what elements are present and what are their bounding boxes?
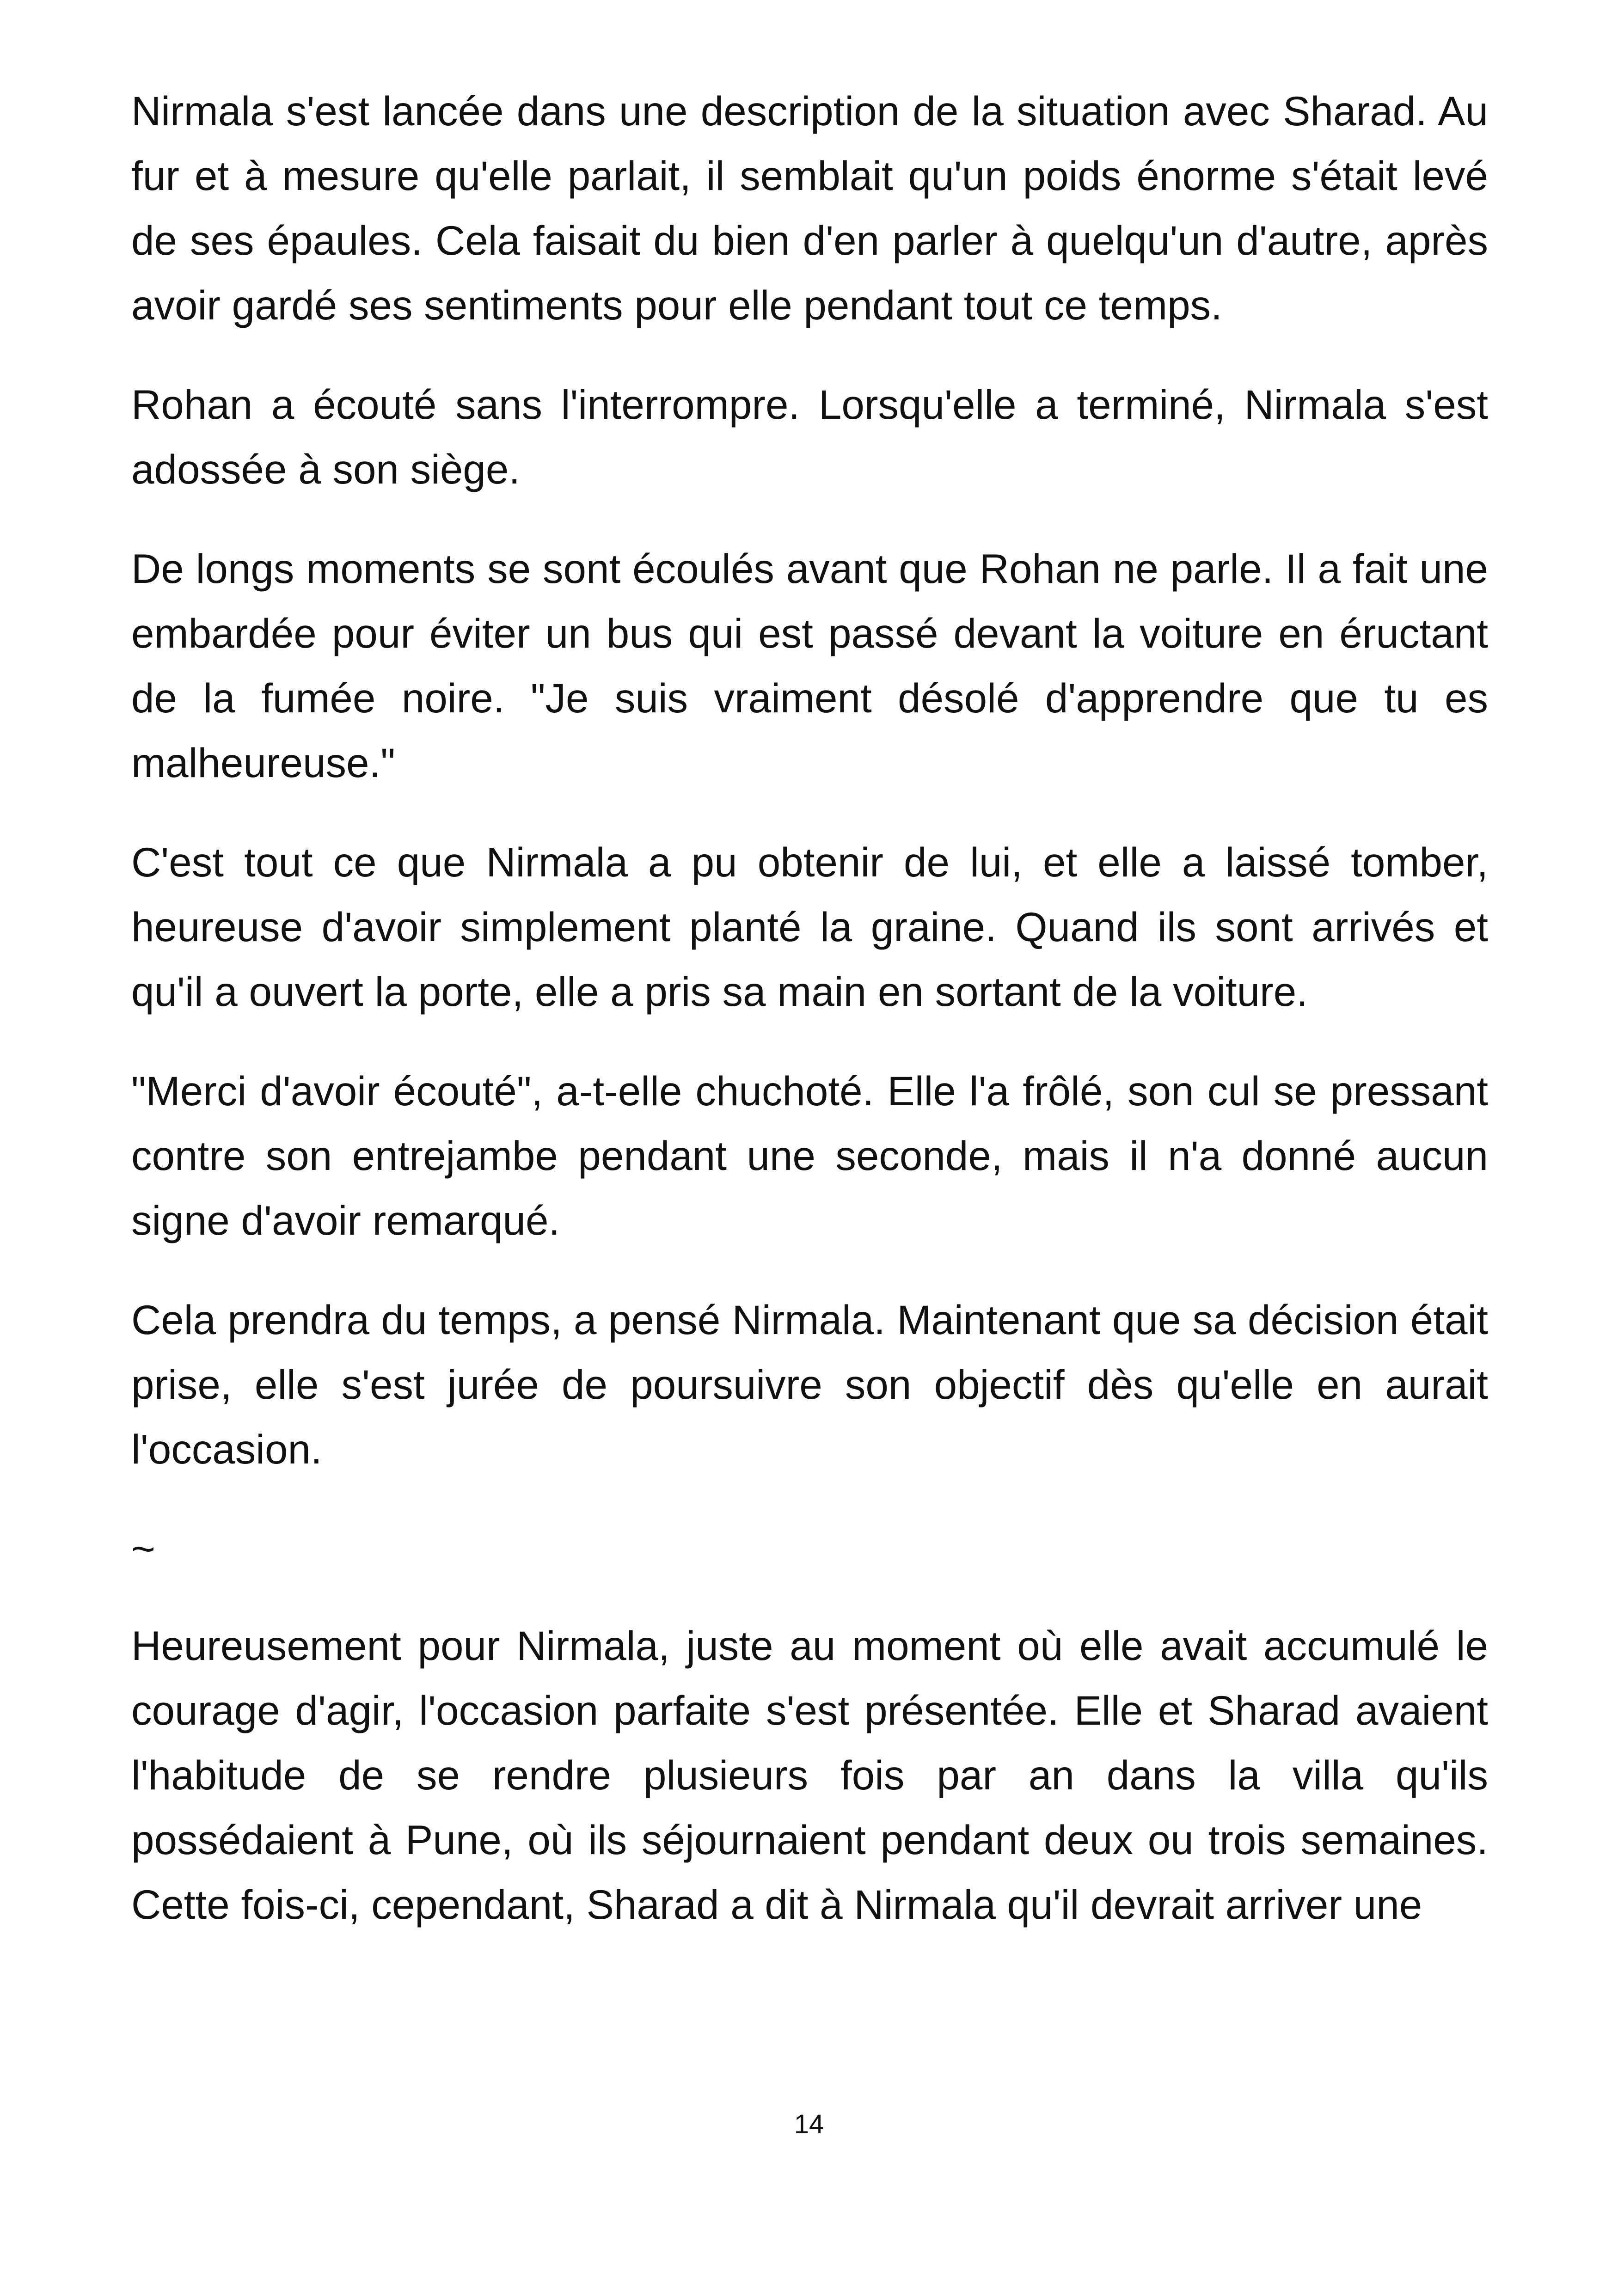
section-separator: ~ — [131, 1525, 155, 1572]
page-number: 14 — [794, 2109, 824, 2139]
paragraph: De longs moments se sont écoulés avant que Rohan ne parle. Il a fait une embardée pour éviter un bus qui est passé devant la voiture en éructant de la fumée noire. "Je suis vraiment désolé d'apprendre que tu es malheureuse." — [131, 545, 1488, 786]
paragraph: Rohan a écouté sans l'interrompre. Lorsqu'elle a terminé, Nirmala s'est adossée à son siège. — [131, 381, 1488, 492]
paragraph: Nirmala s'est lancée dans une description de la situation avec Sharad. Au fur et à mesure qu'elle parlait, il semblait qu'un poids énorme s'était levé de ses épaules. Cela faisait du bien d'en parler à quelqu'un d'autre, après avoir gardé ses sentiments pour elle pendant tout ce temps. — [131, 88, 1488, 328]
paragraph: "Merci d'avoir écouté", a-t-elle chuchoté. Elle l'a frôlé, son cul se pressant contre son entrejambe pendant une seconde, mais il n'a donné aucun signe d'avoir remarqué. — [131, 1068, 1488, 1243]
paragraph: C'est tout ce que Nirmala a pu obtenir de lui, et elle a laissé tomber, heureuse d'avoir simplement planté la graine. Quand ils sont arrivés et qu'il a ouvert la porte, elle a pris sa main en sortant de la voiture. — [131, 839, 1488, 1015]
paragraph: Cela prendra du temps, a pensé Nirmala. Maintenant que sa décision était prise, elle s'est jurée de poursuivre son objectif dès qu'elle en aurait l'occasion. — [131, 1297, 1488, 1472]
text-body — [131, 79, 1488, 1937]
paragraph: Heureusement pour Nirmala, juste au moment où elle avait accumulé le courage d'agir, l'occasion parfaite s'est présentée. Elle et Sharad avaient l'habitude de se rendre plusieurs fois par an dans la villa qu'ils possédaient à Pune, où ils séjournaient pendant deux ou trois semaines. Cette fois-ci, cependant, Sharad a dit à Nirmala qu'il devrait arriver une — [131, 1623, 1488, 1928]
